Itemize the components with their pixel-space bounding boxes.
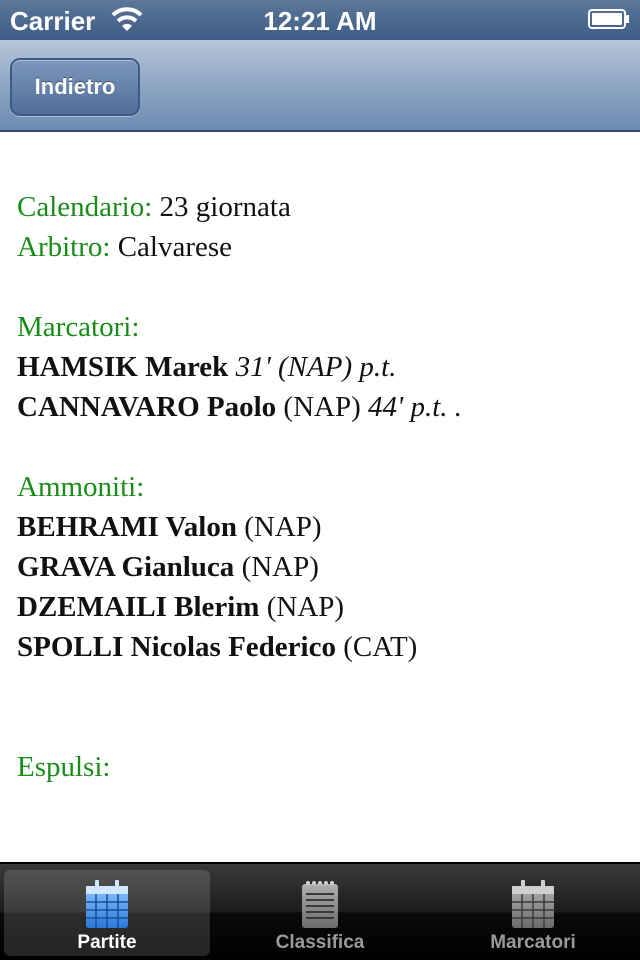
tab-label: Marcatori <box>490 932 576 953</box>
tab-classifica[interactable] <box>217 870 423 956</box>
calendario-value: 23 giornata <box>159 191 291 223</box>
tab-label: Partite <box>77 932 137 953</box>
calendario-row <box>17 187 627 227</box>
navigation-bar <box>0 40 640 132</box>
spacer <box>17 267 627 307</box>
back-button[interactable]: Indietro <box>10 58 140 116</box>
tab-label: Classifica <box>275 932 365 953</box>
status-time: 12:21 AM <box>263 6 377 36</box>
scorer-name: CANNAVARO Paolo <box>17 391 277 423</box>
scorer-row <box>17 347 627 387</box>
booked-name: DZEMAILI Blerim <box>17 591 260 623</box>
arbitro-value: Calvarese <box>117 231 233 263</box>
booked-team: (CAT) <box>343 631 418 663</box>
calendar-icon <box>509 878 557 930</box>
carrier-label: Carrier <box>10 6 96 36</box>
scorer-detail: 44' p.t. . <box>368 391 463 423</box>
calendar-icon <box>83 878 131 930</box>
espulsi-label: Espulsi: <box>17 751 111 783</box>
booked-row <box>17 547 627 587</box>
marcatori-row <box>17 307 627 347</box>
arbitro-row <box>17 227 627 267</box>
scorer-row <box>17 387 627 427</box>
arbitro-label: Arbitro: <box>17 231 111 263</box>
calendario-label: Calendario: <box>17 191 153 223</box>
scorer-detail: 31' (NAP) p.t. <box>235 351 397 383</box>
ammoniti-row <box>17 467 627 507</box>
status-bar <box>0 0 640 40</box>
booked-row <box>17 507 627 547</box>
tab-marcatori[interactable] <box>430 870 636 956</box>
spacer <box>17 667 627 707</box>
booked-team: (NAP) <box>244 511 322 543</box>
booked-team: (NAP) <box>266 591 345 623</box>
spacer <box>17 427 627 467</box>
booked-row <box>17 587 627 627</box>
ammoniti-label: Ammoniti: <box>17 471 145 503</box>
booked-name: GRAVA Gianluca <box>17 551 235 583</box>
spacer <box>17 707 627 747</box>
match-details <box>17 187 627 787</box>
tab-bar <box>0 862 640 960</box>
booked-team: (NAP) <box>241 551 319 583</box>
tab-partite[interactable] <box>4 870 210 956</box>
marcatori-label: Marcatori: <box>17 311 140 343</box>
scorer-team: (NAP) <box>283 391 361 423</box>
booked-name: BEHRAMI Valon <box>17 511 237 543</box>
battery-icon <box>588 9 630 29</box>
scorer-name: HAMSIK Marek <box>17 351 229 383</box>
notepad-icon <box>296 878 344 930</box>
booked-row <box>17 627 627 667</box>
booked-name: SPOLLI Nicolas Federico <box>17 631 336 663</box>
espulsi-row <box>17 747 627 787</box>
